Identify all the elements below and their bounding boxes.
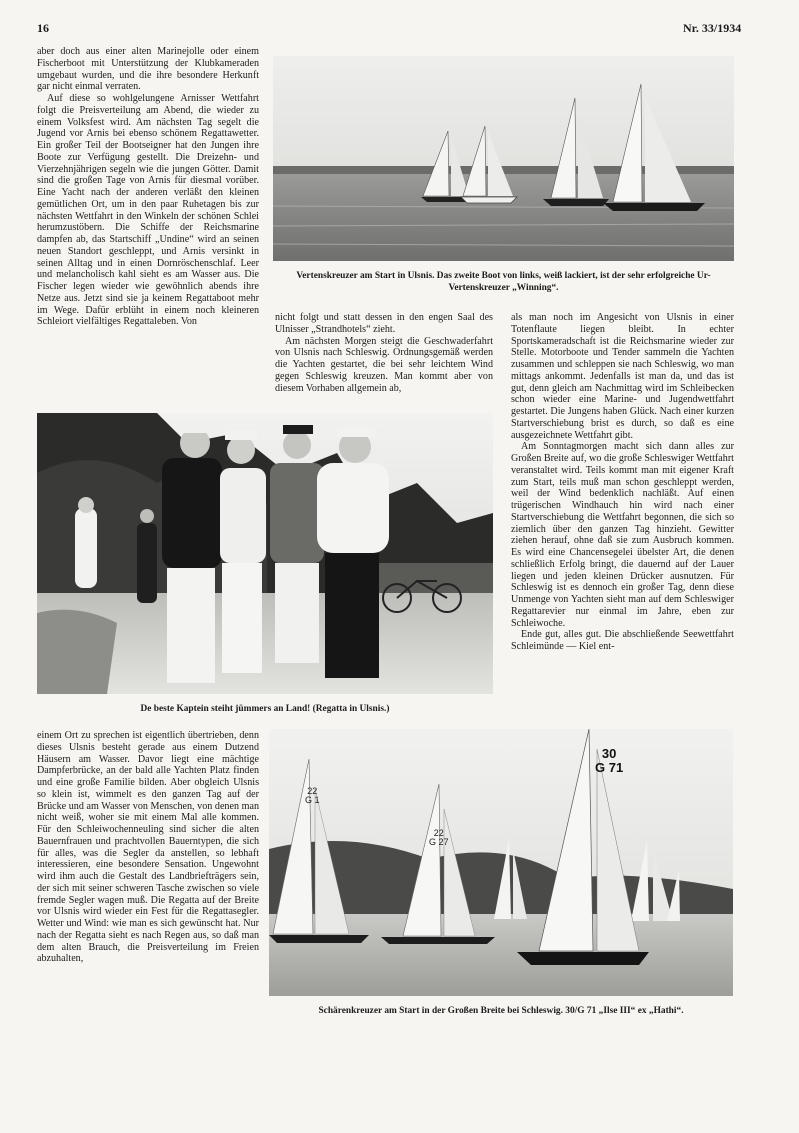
sail-number-boat-a: 22 G 1: [305, 786, 320, 805]
sail-number-boat-b: 22 G 27: [429, 828, 449, 847]
paragraph: nicht folgt und statt dessen in den engen Saal des Ulnisser „Strandhotels“ zieht.: [275, 312, 493, 335]
sail-number-boat-c: 30 G 71: [595, 746, 624, 775]
paragraph: Am nächsten Morgen steigt die Geschwaderfahrt von Ulsnis nach Schleswig. Ordnungsgemäß werden die Yachten gestartet, die bei sehr leichtem Wind gegen Schleswig kreuzen. Man kommt aber von diesem Vorhaben allgemein ab,: [275, 335, 493, 394]
issue-number: Nr. 33/1934: [683, 21, 742, 35]
text-column-right: [511, 312, 734, 724]
text-column-middle: [275, 312, 493, 405]
paragraph: aber doch aus einer alten Marinejolle oder einem Fischerboot mit Unterstützung der Klubkameraden umgebaut wurden, und die ihre besondere Herkunft gar nicht einmal verraten.: [37, 46, 259, 93]
text-column-bottom-left: [37, 730, 259, 1030]
paragraph: als man noch im Angesicht von Ulsnis in einer Totenflaute liegen bleibt. In echter Sportskameradschaft ist die Reichsmarine wieder zur Stelle. Motorboote und Tender sammeln die Yachten zusammen und schleppen sie nach Schleswig, wo man mittags ankommt. Jedenfalls ist man da, und das ist gut, denn gleich am Nachmittag wird im Schleibecken schon wieder eine Marine- und Jugendwettfahrt gestartet. Die Jungens haben Glück. Nach einer kurzen Startverschiebung brist es durch, so daß es eine ausgezeichnete Wettfahrt gibt.: [511, 312, 734, 441]
photo-vertenskreuzer-start: [273, 56, 734, 261]
paragraph: einem Ort zu sprechen ist eigentlich übertrieben, denn dieses Ulsnis besteht gerade aus einem Dutzend Häusern am Wasser. Davor liegt eine mächtige Dampferbrücke, an der bald alle Yachten Platz finden und eine große Familie bilden. Aber obgleich Ulsnis so klein ist, wimmelt es den ganzen Tag auf der Brücke und am Wasser von Menschen, von denen man nicht weiß, woher sie mit einem Mal alle kommen. Für den Schleiwochenneuling sind sicher die alten Bauernfrauen und prachtvollen Bauerntypen, die sich für alles, was die Segler da anstellen, so lebhaft interessieren, eine besondere Sensation. Ungewohnt wird ihm auch die Gestalt des Landbriefträgers sein, der sich mit seiner schweren Tasche zwischen so viele fremde Segler wagen muß. Die Regatta auf der Breite vor Ulsnis wird wieder ein Fest für die Regattasegler. Wetter und Wind: wie man es sich gewünscht hat. Nur nach der Regatta sieht es nach Regen aus, so daß man dem alten Brauch, die Preisverteilung im Freien abzuhalten,: [37, 730, 259, 965]
page-number: 16: [37, 21, 49, 35]
photo-caption: Vertenskreuzer am Start in Ulsnis. Das zweite Boot von links, weiß lackiert, ist der sehr erfolgreiche Ur-Vertenskreuzer „Winning“.: [296, 271, 711, 293]
text-column-top-left: [37, 46, 259, 399]
paragraph: Ende gut, alles gut. Die abschließende Seewettfahrt Schleimünde — Kiel ent-: [511, 629, 734, 652]
photo-schaerenkreuzer-start: [269, 729, 733, 996]
paragraph: Auf diese so wohlgelungene Arnisser Wettfahrt folgt die Preisverteilung am Abend, die wieder zu einem Volksfest wird. Am nächsten Tag segelt die Jugend vor Arnis bei ebenso schönem Regattawetter. Ein großer Teil der Bootseigner hat den Jungen ihre Boote zur Verfügung gestellt. Die Dreizehn- und Vierzehnjährigen segeln wie die jungen Götter. Damit sind die großen Tage von Arnis für diesmal vorüber. Eine Yacht nach der anderen verläßt den kleinen gemütlichen Ort, um in den paar Ruhetagen bis zur nächsten Wettfahrt in den Winkeln der schönen Schlei herumzustöbern. Die Schiffe der Reichsmarine dampfen ab, das Startschiff „Undine“ wird an seinen neuen Standort geschleppt, und Arnis versinkt in seinen Alltag und in einen Dornröschenschlaf. Leer und melancholisch kahl sieht es am Wasser aus. Die Fischer legen wieder wie gewöhnlich abends ihre Netze aus. Jetzt sind sie ja keinem Regattaboot mehr im Wege. Dafür erblüht in einem noch kleineren Schleiort vielfältiges Regattaleben. Von: [37, 93, 259, 328]
photo-caption: Schärenkreuzer am Start in der Großen Breite bei Schleswig. 30/G 71 „Ilse III“ ex „Hathi“.: [318, 1006, 684, 1016]
photo-men-on-shore: [37, 413, 493, 694]
paragraph: Am Sonntagmorgen macht sich dann alles zur Großen Breite auf, wo die große Schleswiger Wettfahrt veranstaltet wird. Teils kommt man mit eigener Kraft zum Start, teils muß man schon geschleppt werden, weil der Wind bedenklich nachläßt. Auf einen trügerischen Windhauch hin wird nach einer Startverschiebung die Wettfahrt begonnen, die sich so ziemlich über den ganzen Tag hinzieht. Gewitter ziehen herauf, ohne daß sie zum Ausbruch kommen. Es wird eine Chancensegelei übelster Art, die denen schließlich Erfolg bringt, die dauernd auf der Lauer liegen und jeden kleinen Drücker ausnutzen. Für Schleswig ist es dennoch ein großer Tag, denn diese Unmenge von Yachten sieht man auf dem Schleswiger Regattarevier nur einmal im Jahre, eben zur Schleiwoche.: [511, 441, 734, 629]
photo-caption: De beste Kaptein steiht jümmers an Land! (Regatta in Ulsnis.): [140, 704, 390, 714]
